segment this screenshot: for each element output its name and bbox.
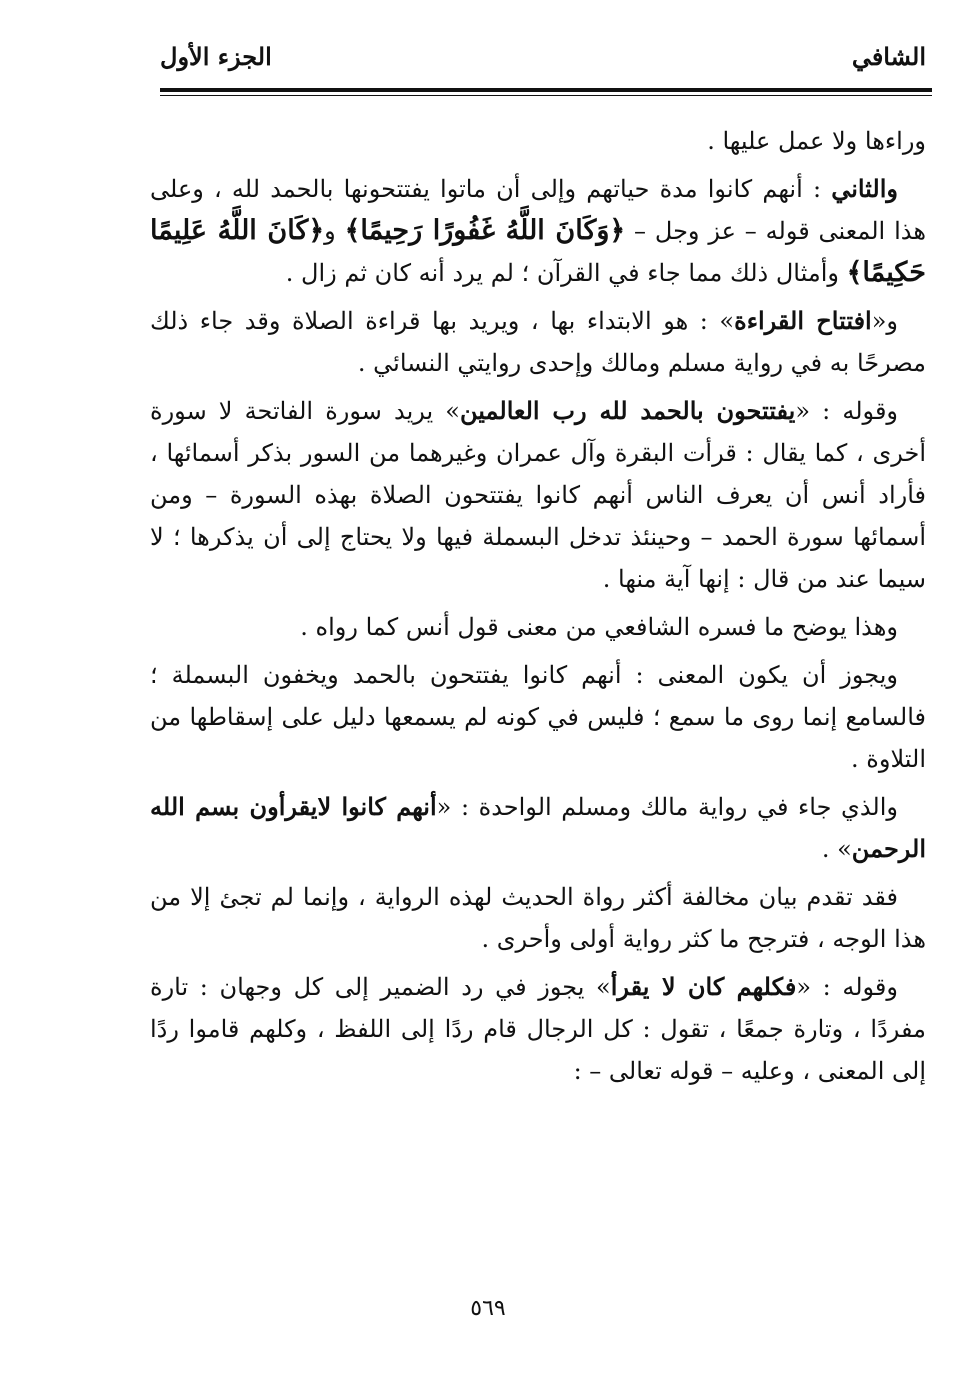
text-run: و [324, 217, 345, 245]
header-rule-thin [160, 95, 932, 96]
text-run: وقوله : « [796, 973, 898, 1001]
text-run: وقوله : « [795, 397, 899, 425]
text-run: » . [821, 835, 852, 863]
text-run: وأمثال ذلك مما جاء في القرآن ؛ لم يرد أنه كان ثم زال . [285, 259, 847, 287]
paragraph-9 [150, 966, 926, 1092]
text-run: فقد تقدم بيان مخالفة أكثر رواة الحديث لهذه الرواية ، وإنما لم تجئ إلا من هذا الوجه ، فترجح ما كثر رواية أولى وأحرى . [150, 883, 926, 953]
paragraph-2 [150, 168, 926, 294]
body-text [150, 120, 926, 1098]
bold-term: والثاني [831, 174, 898, 203]
paragraph-4 [150, 390, 926, 600]
bold-term: فكلهم كان لا يقرأ [610, 972, 797, 1001]
paragraph-8 [150, 876, 926, 960]
bold-term: يفتتحون بالحمد لله رب العالمين [460, 396, 796, 425]
quran-verse: ﴿وَكَانَ اللَّهُ غَفُورًا رَحِيمًا﴾ [344, 215, 626, 246]
header-rule-thick [160, 88, 932, 92]
bold-term: افتتاح القراءة [734, 306, 872, 335]
page-number: ٥٦٩ [470, 1296, 506, 1321]
text-run: ويجوز أن يكون المعنى : أنهم كانوا يفتتحون بالحمد ويخفون البسملة ؛ فالسامع إنما روى ما سمع ؛ فليس في كونه لم يسمعها دليل على إسقاطها من التلاوة . [150, 661, 926, 773]
bold-term: أنهم كانوا لايقرأون بسم الله الرحمن [150, 792, 926, 863]
paragraph-6 [150, 654, 926, 780]
text-run: : أنهم كانوا مدة حياتهم وإلى أن ماتوا يفتتحونها بالحمد لله ، وعلى هذا المعنى قوله – عز وجل – [150, 175, 927, 245]
paragraph-5 [150, 606, 926, 648]
volume-label: الجزء الأول [160, 42, 272, 71]
book-title: الشافي [851, 42, 926, 71]
quran-verse: ﴿كَانَ اللَّهُ عَلِيمًا حَكِيمًا﴾ [150, 215, 926, 288]
text-run: » يريد سورة الفاتحة لا سورة أخرى ، كما يقال : قرأت البقرة وآل عمران وغيرهما من السور بذكر أسمائها ، فأراد أنس أن يعرف الناس أنهم كانوا يفتتحون الصلاة بهذه السورة – ومن أسمائها سورة الحمد – وحينئذ تدخل البسملة فيها ولا يحتاج إلى أن يذكرها ؛ لا سيما عند من قال : إنها آية منها . [150, 397, 926, 593]
text-run: وهذا يوضح ما فسره الشافعي من معنى قول أنس كما رواه . [300, 613, 898, 641]
text-run: والذي جاء في رواية مالك ومسلم الواحدة : « [436, 793, 898, 821]
paragraph-3 [150, 300, 926, 384]
text-run: » : هو الابتداء بها ، ويريد بها قراءة الصلاة وقد جاء ذلك مصرحًا به في رواية مسلم ومالك وإحدى روايتي النسائي . [150, 307, 926, 377]
text-run: » يجوز في رد الضمير إلى كل وجهان : تارة مفردًا ، وتارة جمعًا ، تقول : كل الرجال قام ردًا إلى اللفظ ، وكلهم قاموا ردًا إلى المعنى ، وعليه – قوله تعالى – : [150, 973, 926, 1085]
text-run: و« [871, 307, 899, 335]
running-header [160, 42, 926, 82]
text-run: وراءها ولا عمل عليها . [707, 127, 926, 155]
paragraph-7 [150, 786, 926, 870]
paragraph-1 [150, 120, 926, 162]
